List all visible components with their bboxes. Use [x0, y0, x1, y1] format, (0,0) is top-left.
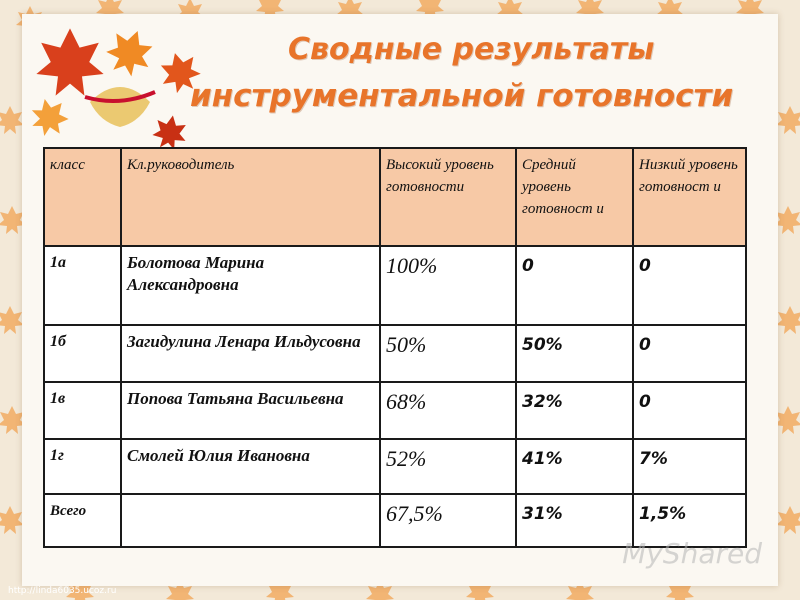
title-line-2: инструментальной готовности: [190, 78, 734, 114]
cell-low: 7%: [633, 439, 746, 494]
cell-total-label: Всего: [44, 494, 121, 547]
cell-total-mid: 31%: [516, 494, 633, 547]
header-class: класс: [44, 148, 121, 246]
cell-class: 1б: [44, 325, 121, 382]
cell-low: 0: [633, 246, 746, 325]
title-line-1: Сводные результаты: [288, 32, 655, 67]
cell-total-teacher: [121, 494, 380, 547]
header-low: Низкий уровень готовност и: [633, 148, 746, 246]
cell-mid: 50%: [516, 325, 633, 382]
cell-mid: 32%: [516, 382, 633, 439]
header-high: Высокий уровень готовности: [380, 148, 516, 246]
results-table: [43, 147, 747, 548]
cell-class: 1а: [44, 246, 121, 325]
cell-teacher: Болотова Марина Александровна: [121, 246, 380, 325]
table-row: [44, 439, 746, 494]
header-teacher: Кл.руководитель: [121, 148, 380, 246]
cell-mid: 41%: [516, 439, 633, 494]
cell-teacher: Смолей Юлия Ивановна: [121, 439, 380, 494]
table-row: [44, 382, 746, 439]
table-header-row: [44, 148, 746, 246]
table-row: [44, 246, 746, 325]
cell-low: 0: [633, 325, 746, 382]
cell-class: 1в: [44, 382, 121, 439]
cell-teacher: Загидулина Ленара Ильдусовна: [121, 325, 380, 382]
header-mid: Средний уровень готовност и: [516, 148, 633, 246]
cell-low: 0: [633, 382, 746, 439]
cell-high: 52%: [380, 439, 516, 494]
cell-teacher: Попова Татьяна Васильевна: [121, 382, 380, 439]
footer-url: http://linda6035.ucoz.ru: [8, 586, 117, 596]
table-row: [44, 325, 746, 382]
cell-total-low: 1,5%: [633, 494, 746, 547]
cell-high: 100%: [380, 246, 516, 325]
cell-class: 1г: [44, 439, 121, 494]
cell-total-high: 67,5%: [380, 494, 516, 547]
cell-mid: 0: [516, 246, 633, 325]
cell-high: 50%: [380, 325, 516, 382]
cell-high: 68%: [380, 382, 516, 439]
watermark: MyShared: [622, 537, 762, 570]
